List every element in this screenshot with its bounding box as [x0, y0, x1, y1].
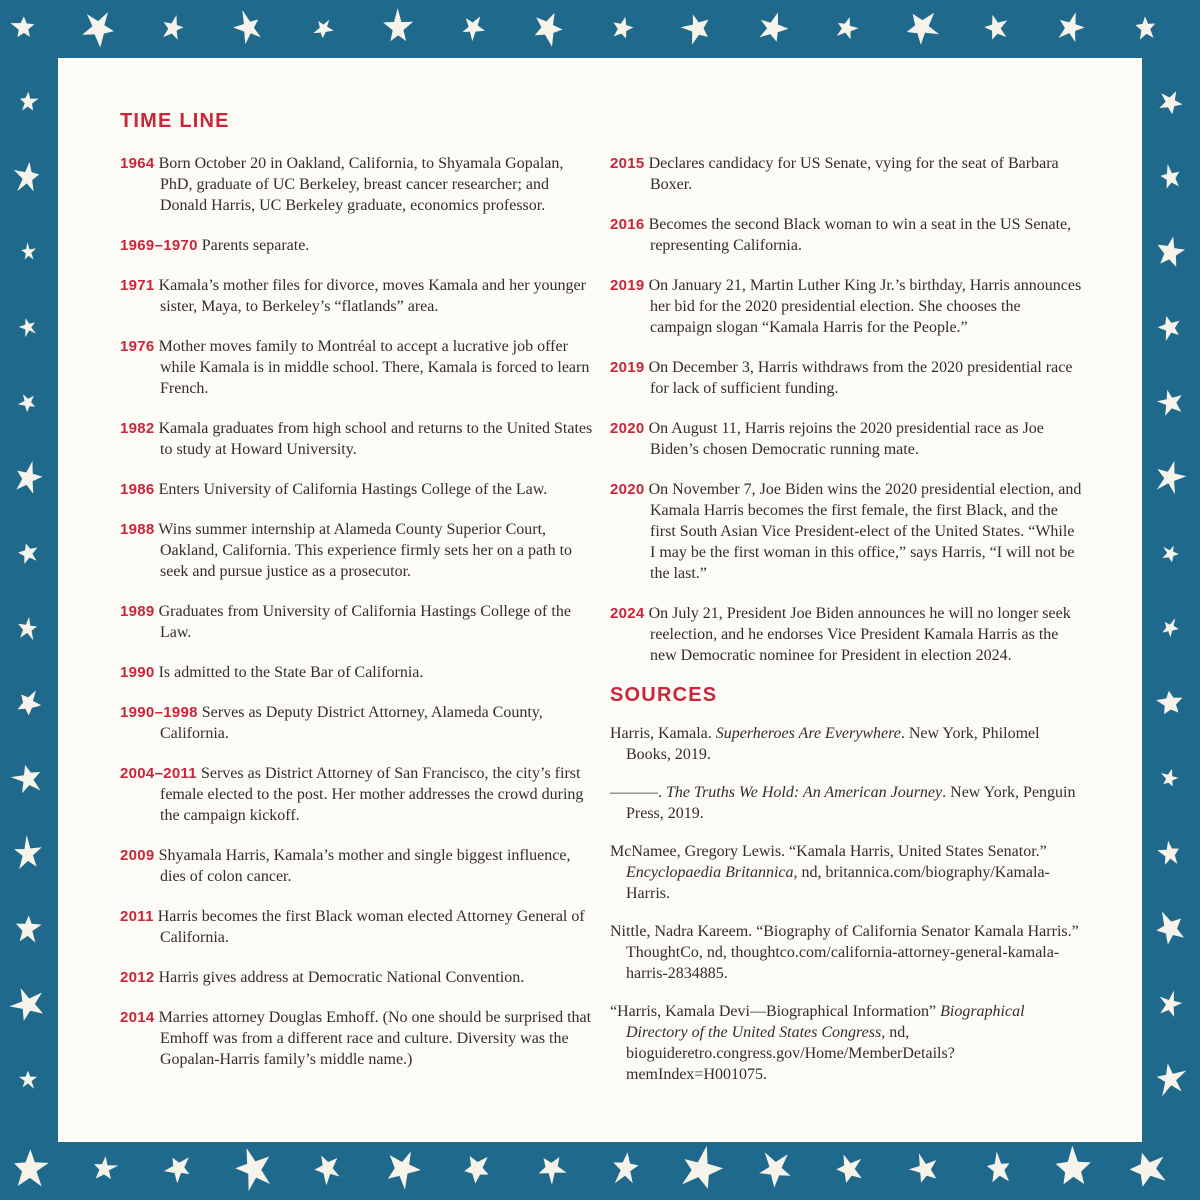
sources-heading: SOURCES — [610, 684, 718, 706]
timeline-year: 1990–1998 — [120, 704, 198, 721]
star-icon — [527, 1144, 576, 1193]
timeline-text: Harris becomes the first Black woman elected Attorney General of California. — [153, 908, 585, 946]
star-icon — [450, 5, 495, 50]
timeline-entry — [120, 418, 598, 460]
timeline-text: Mother moves family to Montréal to accept a lucrative job offer while Kamala is in middle school. There, Kamala is forced to learn French. — [154, 338, 590, 397]
star-icon — [2, 828, 53, 879]
star-icon — [7, 81, 49, 123]
timeline-year: 2012 — [120, 969, 155, 986]
star-icon — [82, 1146, 127, 1191]
timeline-entry — [610, 357, 1082, 399]
star-icon — [2, 1141, 58, 1197]
timeline-text: On December 3, Harris withdraws from the 2020 presidential race for lack of sufficient funding. — [644, 359, 1073, 397]
timeline-text: Serves as District Attorney of San Francisco, the city’s first female elected to the post. Her mother addresses the crowd during the campaign kickoff. — [160, 765, 584, 824]
timeline-text: On November 7, Joe Biden wins the 2020 presidential election, and Kamala Harris becomes the first female, the first Black, and the first South Asian Vice President-elect of the United States. “While I may be the first woman in this office,” says Harris, “I will not be the last.” — [644, 481, 1082, 582]
star-icon — [223, 2, 274, 53]
timeline-text: Kamala’s mother files for divorce, moves Kamala and her younger sister, Maya, to Berkeley’s “flatlands” area. — [154, 277, 586, 315]
source-text: Encyclopaedia Britannica — [626, 864, 794, 881]
timeline-year: 2015 — [610, 155, 645, 172]
sources-list — [610, 723, 1082, 1085]
source-text: ———. — [610, 784, 666, 801]
source-text: . New York, Philomel Books, 2019. — [626, 725, 1040, 763]
star-icon — [1123, 5, 1169, 51]
star-icon — [452, 1144, 502, 1194]
star-icon — [8, 1060, 48, 1100]
source-text: Harris, Kamala. — [610, 725, 716, 742]
star-icon — [6, 607, 49, 650]
star-icon — [3, 754, 53, 804]
timeline-year: 1971 — [120, 277, 155, 294]
star-icon — [1144, 452, 1196, 504]
timeline-column-right — [610, 153, 1082, 666]
timeline-text: Declares candidacy for US Senate, vying for the seat of Barbara Boxer. — [644, 155, 1059, 193]
timeline-entry — [120, 519, 598, 582]
star-icon — [1148, 80, 1193, 125]
timeline-entry — [120, 479, 598, 500]
star-icon — [72, 1, 125, 54]
timeline-entry — [120, 967, 598, 988]
star-icon — [600, 1143, 652, 1195]
star-icon — [9, 308, 48, 347]
source-text: , nd, bioguideretro.congress.gov/Home/MemberDetails?memIndex=H001075. — [626, 1024, 955, 1083]
star-icon — [522, 2, 574, 54]
source-item — [610, 921, 1082, 984]
star-icon — [1120, 1141, 1176, 1197]
star-icon — [1144, 903, 1196, 955]
timeline-year: 2020 — [610, 481, 645, 498]
star-icon — [1147, 305, 1193, 351]
timeline-text: Serves as Deputy District Attorney, Alameda County, California. — [160, 704, 543, 742]
star-icon — [824, 1144, 874, 1194]
source-text: , nd, britannica.com/biography/Kamala-Harris. — [626, 864, 1050, 902]
timeline-entry — [120, 763, 598, 826]
star-icon — [8, 383, 47, 422]
star-icon — [671, 1140, 730, 1199]
star-icon — [302, 1143, 353, 1194]
timeline-text: Parents separate. — [197, 237, 310, 254]
timeline-entry — [120, 1007, 598, 1070]
timeline-year: 2011 — [120, 908, 154, 925]
source-item — [610, 1001, 1082, 1085]
star-icon — [224, 1140, 283, 1199]
star-icon — [7, 532, 50, 575]
page-content — [58, 58, 1142, 1142]
timeline-year: 2009 — [120, 847, 155, 864]
star-icon — [748, 1142, 803, 1197]
star-icon — [1146, 830, 1193, 877]
source-text: “Harris, Kamala Devi—Biographical Information” — [610, 1003, 941, 1020]
star-icon — [1, 5, 47, 51]
timeline-year: 1990 — [120, 664, 155, 681]
source-item — [610, 841, 1082, 904]
star-icon — [3, 904, 53, 954]
timeline-text: Harris gives address at Democratic National Convention. — [154, 969, 525, 986]
star-icon — [972, 4, 1020, 52]
timeline-text: Shyamala Harris, Kamala’s mother and single biggest influence, dies of colon cancer. — [154, 847, 571, 885]
star-icon — [1147, 154, 1194, 201]
timeline-entry — [120, 906, 598, 948]
timeline-entry — [610, 418, 1082, 460]
timeline-text: Enters University of California Hastings College of the Law. — [154, 481, 548, 498]
page-title: TIME LINE — [120, 110, 230, 132]
timeline-column-left — [120, 153, 598, 1089]
timeline-year: 1964 — [120, 155, 155, 172]
star-icon — [302, 7, 345, 50]
source-text: Nittle, Nadra Kareem. “Biography of California Senator Kamala Harris.” ThoughtCo, nd, thoughtco.com/california-attorney-general-kamala-harris-2834885. — [610, 923, 1079, 982]
timeline-text: Born October 20 in Oakland, California, to Shyamala Gopalan, PhD, graduate of UC Berkeley, breast cancer researcher; and Donald Harris, UC Berkeley graduate, economics professor. — [154, 155, 564, 214]
timeline-year: 2004–2011 — [120, 765, 197, 782]
timeline-year: 2014 — [120, 1009, 155, 1026]
timeline-entry — [120, 845, 598, 887]
timeline-entry — [610, 603, 1082, 666]
star-icon — [600, 6, 645, 51]
timeline-entry — [120, 235, 598, 256]
star-icon — [1044, 1140, 1102, 1198]
star-icon — [1150, 608, 1190, 648]
timeline-text: Becomes the second Black woman to win a seat in the US Senate, representing California. — [644, 216, 1072, 254]
timeline-entry — [120, 702, 598, 744]
timeline-text: Wins summer internship at Alameda County Superior Court, Oakland, California. This experience firmly sets her on a path to seek and pursue justice as a prosecutor. — [154, 521, 573, 580]
star-icon — [1150, 759, 1189, 798]
star-icon — [1144, 1053, 1196, 1105]
timeline-year: 1986 — [120, 481, 155, 498]
star-icon — [371, 1, 425, 55]
timeline-year: 2020 — [610, 420, 645, 437]
source-text: Superheroes Are Everywhere — [715, 725, 901, 742]
star-icon — [672, 3, 722, 53]
timeline-year: 1988 — [120, 521, 155, 538]
timeline-text: On January 21, Martin Luther King Jr.’s birthday, Harris announces her bid for the 2020 presidential election. She chooses the campaign slogan “Kamala Harris for the People.” — [644, 277, 1082, 336]
source-item — [610, 782, 1082, 824]
star-icon — [155, 1145, 202, 1192]
timeline-entry — [120, 275, 598, 317]
star-icon — [900, 1145, 949, 1194]
timeline-entry — [120, 336, 598, 399]
star-icon — [1146, 679, 1194, 727]
source-item — [610, 723, 1082, 765]
timeline-text: On July 21, President Joe Biden announces he will no longer seek reelection, and he endorses Vice President Kamala Harris as the new Democratic nominee for President in election 2024. — [644, 605, 1071, 664]
star-icon — [1151, 534, 1190, 573]
timeline-entry — [120, 153, 598, 216]
star-icon — [3, 453, 53, 503]
timeline-entry — [610, 153, 1082, 195]
source-text: . New York, Penguin Press, 2019. — [626, 784, 1076, 822]
timeline-entry — [610, 275, 1082, 338]
timeline-year: 2016 — [610, 216, 645, 233]
source-text: The Truths We Hold: An American Journey — [666, 784, 943, 801]
star-icon — [1147, 981, 1193, 1027]
timeline-entry — [120, 601, 598, 643]
timeline-entry — [120, 662, 598, 683]
star-icon — [9, 233, 47, 271]
star-icon — [896, 2, 948, 54]
timeline-text: Is admitted to the State Bar of California. — [154, 664, 424, 681]
star-icon — [1145, 227, 1196, 278]
timeline-year: 1976 — [120, 338, 155, 355]
timeline-year: 2019 — [610, 277, 645, 294]
star-icon — [825, 7, 868, 50]
timeline-year: 1982 — [120, 420, 155, 437]
timeline-year: 2019 — [610, 359, 645, 376]
timeline-text: Kamala graduates from high school and returns to the United States to study at Howard University. — [154, 420, 593, 458]
star-icon — [974, 1144, 1024, 1194]
timeline-text: Marries attorney Douglas Emhoff. (No one should be surprised that Emhoff was from a different race and culture. Diversity was the Gopalan-Harris family’s middle name.) — [154, 1009, 592, 1068]
right-column — [610, 153, 1082, 1102]
source-text: McNamee, Gregory Lewis. “Kamala Harris, United States Senator.” — [610, 843, 1047, 860]
star-icon — [1147, 379, 1194, 426]
star-icon — [2, 152, 53, 203]
timeline-year: 1989 — [120, 603, 155, 620]
star-icon — [4, 679, 53, 728]
timeline-text: On August 11, Harris rejoins the 2020 presidential race as Joe Biden’s chosen Democratic running mate. — [644, 420, 1044, 458]
source-text: Biographical Directory of the United States Congress — [626, 1003, 1025, 1041]
timeline-year: 1969–1970 — [120, 237, 198, 254]
star-icon — [151, 6, 195, 50]
timeline-entry — [610, 479, 1082, 584]
timeline-year: 2024 — [610, 605, 645, 622]
star-icon — [2, 979, 53, 1030]
timeline-text: Graduates from University of California Hastings College of the Law. — [154, 603, 571, 641]
star-icon — [374, 1140, 432, 1198]
star-icon — [1047, 4, 1095, 52]
star-icon — [748, 4, 797, 53]
timeline-entry — [610, 214, 1082, 256]
